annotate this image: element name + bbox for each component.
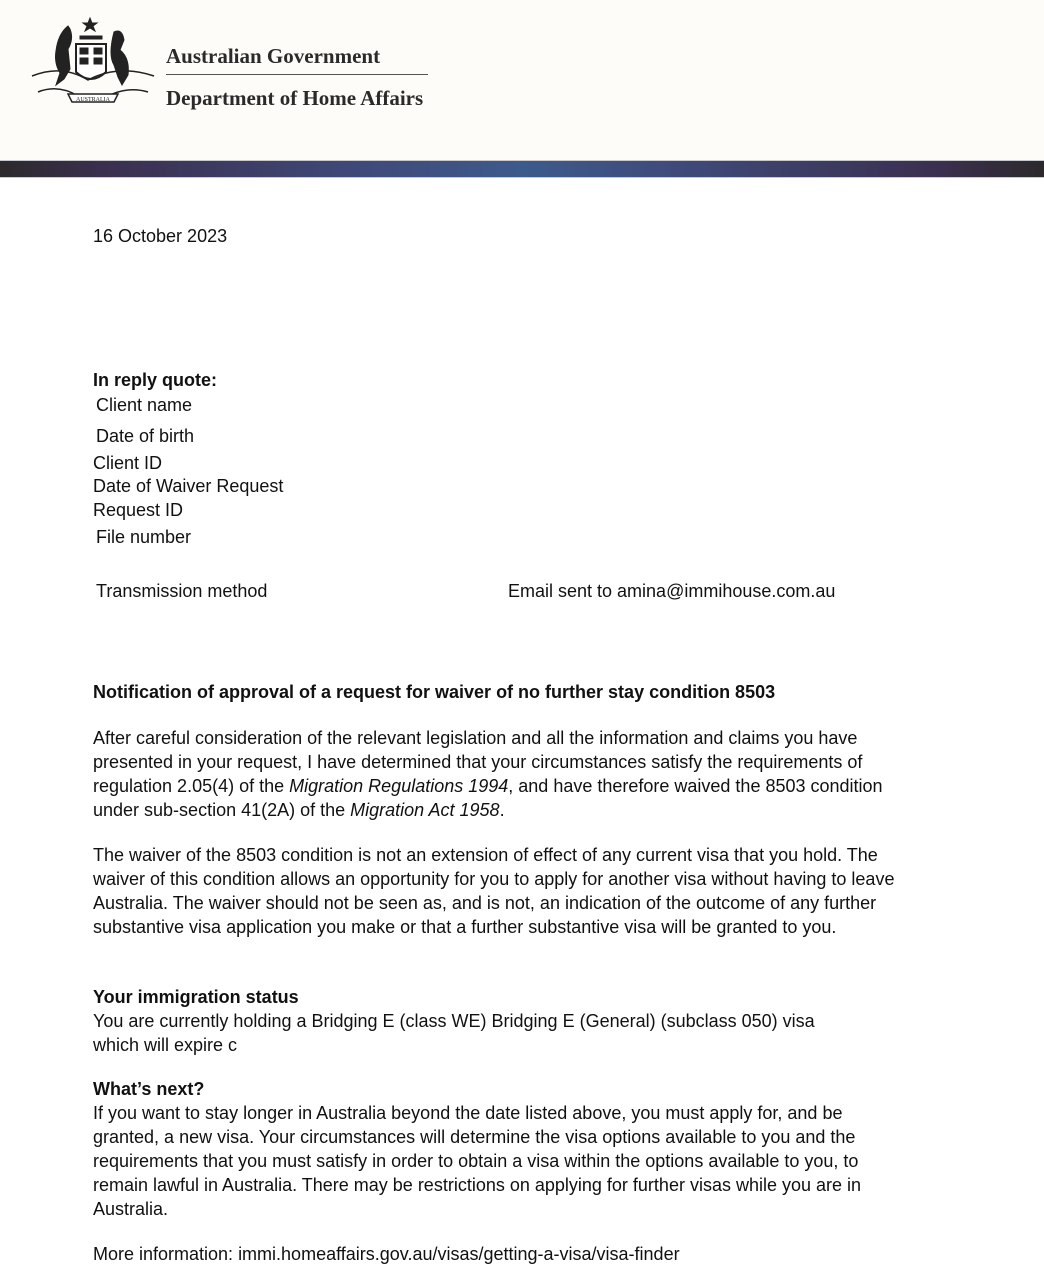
paragraph-whats-next — [93, 1101, 908, 1221]
paragraph-decision — [93, 726, 913, 822]
whats-next-heading: What’s next? — [93, 1079, 205, 1099]
more-information-label: More information: — [93, 1244, 239, 1264]
more-information — [93, 1242, 680, 1266]
immigration-status-line-1: You are currently holding a Bridging E (class WE) Bridging E (General) (subclass 050) visa — [93, 1011, 815, 1031]
department-name: Department of Home Affairs — [166, 86, 424, 110]
migration-regulations-citation: Migration Regulations 1994 — [289, 776, 509, 796]
immigration-status-line-2: which will expire c — [93, 1035, 238, 1055]
reply-quote-heading: In reply quote: — [93, 370, 218, 390]
field-request-id-label: Request ID — [93, 500, 184, 520]
field-client-name-label: Client name — [96, 395, 193, 415]
field-file-number-label: File number — [96, 527, 192, 547]
coat-of-arms-icon — [28, 14, 158, 112]
migration-act-citation: Migration Act 1958 — [350, 800, 500, 820]
letterhead-divider — [166, 74, 428, 75]
para2-text: The waiver of the 8503 condition is not an extension of effect of any current visa that you hold. The waiver of this condition allows an opportunity for you to apply for another visa without having to leave Australia. The waiver should not be seen as, and is not, an indication of the outcome of any further substantive visa application you make or that a further substantive visa will be granted to you. — [93, 845, 895, 937]
letter-title: Notification of approval of a request for waiver of no further stay condition 8503 — [93, 682, 776, 702]
letterhead-band — [0, 160, 1044, 178]
para1-text-3: . — [499, 800, 505, 820]
letter-date: 16 October 2023 — [93, 226, 228, 246]
para1-text-1: After careful consideration of the relevant legislation and all the information and claims you have presented in your request, I have determined that your circumstances satisfy the requirements of regulation 2.05(4) of the — [93, 728, 863, 796]
transmission-method-value: Email sent to amina@immihouse.com.au — [508, 581, 836, 601]
letterhead — [0, 0, 1044, 160]
field-date-of-waiver-request-label: Date of Waiver Request — [93, 476, 284, 496]
visa-finder-link[interactable]: immi.homeaffairs.gov.au/visas/getting-a-visa/visa-finder — [238, 1244, 680, 1264]
field-client-id-label: Client ID — [93, 453, 163, 473]
transmission-method-label: Transmission method — [96, 581, 268, 601]
para1-text-2: , and have therefore waived the 8503 condition under sub-section 41(2A) of the — [93, 776, 883, 820]
crest-scroll-text: AUSTRALIA — [76, 97, 110, 103]
field-date-of-birth-label: Date of birth — [96, 426, 195, 446]
paragraph-waiver-effect — [93, 843, 913, 939]
immigration-status-heading: Your immigration status — [93, 987, 299, 1007]
whats-next-text: If you want to stay longer in Australia beyond the date listed above, you must apply for, and be granted, a new visa. Your circumstances will determine the visa options available to you and the requirements that you must satisfy in order to obtain a visa within the options available to you, to remain lawful in Australia. There may be restrictions on applying for further visas while you are in Australia. — [93, 1103, 862, 1219]
government-name: Australian Government — [166, 44, 381, 68]
